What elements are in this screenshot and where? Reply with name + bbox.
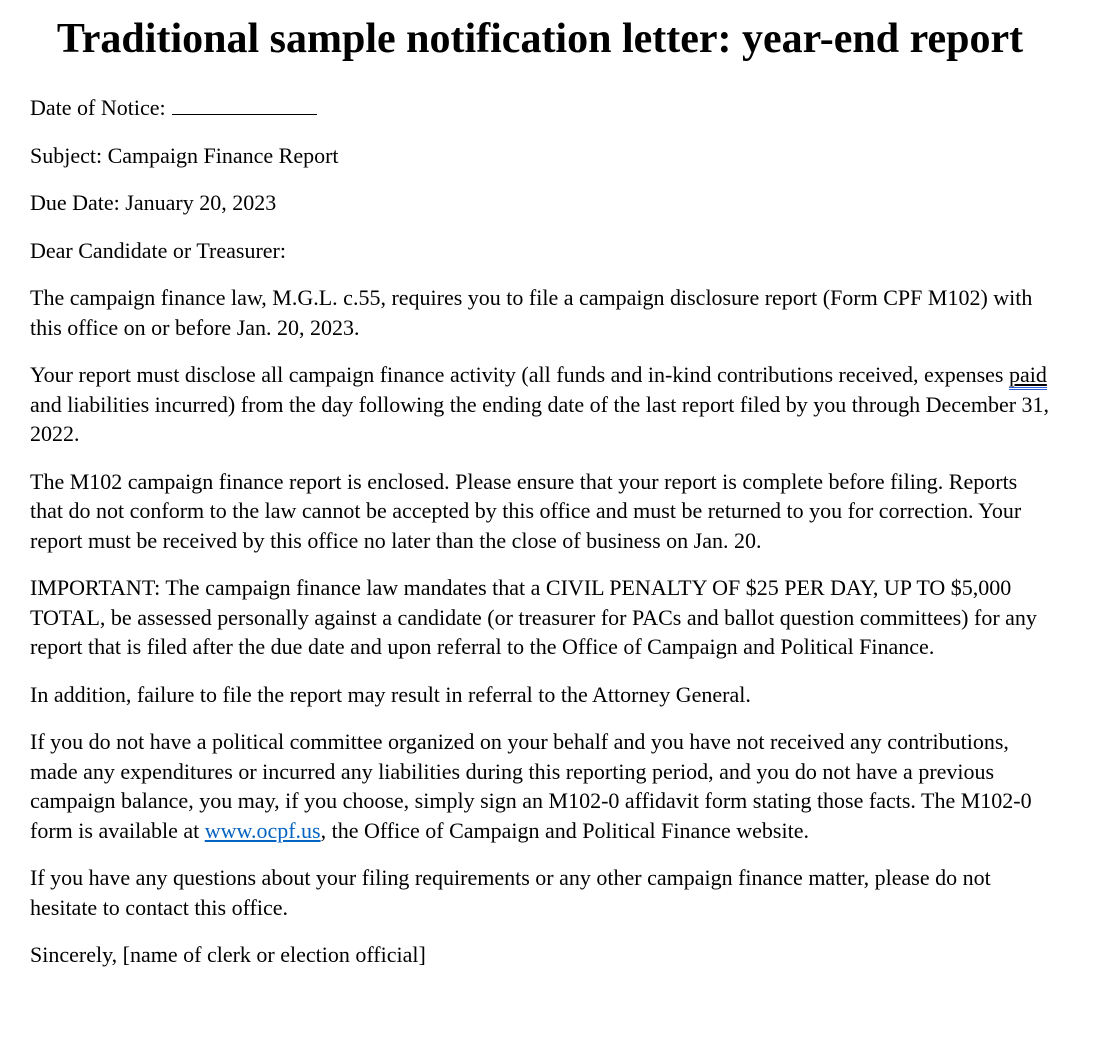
- page-title: Traditional sample notification letter: year-end report: [56, 16, 1024, 62]
- underlined-word-paid: paid: [1009, 362, 1047, 390]
- date-of-notice-label: Date of Notice:: [30, 95, 166, 120]
- disclosure-text-before-paid: Your report must disclose all campaign finance activity (all funds and in-kind contributions received, expenses: [30, 362, 1009, 387]
- closing-signature: Sincerely, [name of clerk or election official]: [30, 942, 426, 967]
- affidavit-text-after-link: , the Office of Campaign and Political Finance website.: [320, 817, 809, 843]
- ocpf-website-link[interactable]: www.ocpf.us: [204, 817, 321, 843]
- paragraph-disclosure: [30, 360, 1050, 449]
- paragraph-attorney-general: In addition, failure to file the report may result in referral to the Attorney General.: [30, 681, 751, 707]
- paragraph-filing-requirement: The campaign finance law, M.G.L. c.55, requires you to file a campaign disclosure report (Form CPF M102) with this office on or before Jan. 20, 2023.: [30, 285, 1033, 340]
- disclosure-text-after-paid: and liabilities incurred) from the day following the ending date of the last report filed by you through December 31, 2022.: [30, 391, 1050, 446]
- salutation: Dear Candidate or Treasurer:: [30, 237, 286, 263]
- subject-line: Subject: Campaign Finance Report: [30, 142, 339, 168]
- paragraph-report-enclosed: The M102 campaign finance report is enclosed. Please ensure that your report is complete before filing. Reports that do not conform to the law cannot be accepted by this office and must be returned to you for correction. Your report must be received by this office no later than the close of business on Jan. 20.: [30, 468, 1022, 553]
- date-of-notice-blank: [172, 94, 317, 115]
- paragraph-important-penalty: IMPORTANT: The campaign finance law mandates that a CIVIL PENALTY OF $25 PER DAY, UP TO $5,000 TOTAL, be assessed personally against a candidate (or treasurer for PACs and ballot question committees) for any report that is filed after the due date and upon referral to the Office of Campaign and Political Finance.: [30, 575, 1037, 659]
- date-of-notice-line: [30, 93, 1050, 123]
- due-date-line: Due Date: January 20, 2023: [30, 190, 277, 215]
- paragraph-affidavit-option: [30, 727, 1050, 845]
- affidavit-text-before-link: If you do not have a political committee organized on your behalf and you have not received any contributions, made any expenditures or incurred any liabilities during this reporting period, and you do not have a previous campaign balance, you may, if you choose, simply sign an M102-0 affidavit form stating those facts. The M102-0 form is available at: [30, 729, 1032, 843]
- paragraph-questions: If you have any questions about your filing requirements or any other campaign finance matter, please do not hesitate to contact this office.: [30, 865, 991, 920]
